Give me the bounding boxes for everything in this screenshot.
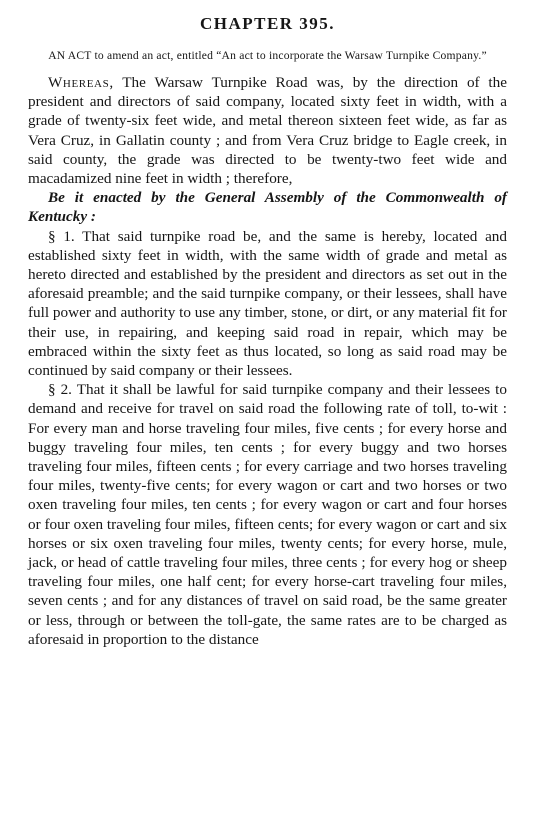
chapter-title: CHAPTER 395.: [199, 14, 336, 33]
section-1: § 1. That said turnpike road be, and the same is hereby, located and established sixty feet in width, with the same width of grade and metal as hereto directed and established by the president and directors as set out in the aforesaid preamble; and the said turnpike company, or their lessees, shall have full power and authority to use any timber, stone, or dirt, or any material fit for their use, in repairing, and keeping said road in repair, which may be embraced within the sixty feet as thus located, so long as said road may be continued by said company or their lessees.: [28, 227, 507, 380]
section-2: § 2. That it shall be lawful for said turnpike company and their lessees to demand and receive for travel on said road the following rate of toll, to-wit : For every man and horse traveling four miles, five cents ; for every horse and buggy traveling four miles, ten cents ; for every buggy and two horses traveling four miles, fifteen cents ; for every carriage and two horses traveling four miles, twenty-five cents; for every wagon or cart and two horses or two oxen traveling four miles, ten cents ; for every wagon or cart and four horses or four oxen traveling four miles, fifteen cents; for every wagon or cart and six horses or six oxen traveling four miles, twenty cents; for every horse, mule, jack, or head of cattle traveling four miles, three cents ; for every hog or sheep traveling four miles, one half cent; for every horse-cart traveling four miles, seven cents ; and for any distances of travel on said road, be the same greater or less, through or between the toll-gate, the same rates are to be charged as aforesaid in proportion to the distance: [28, 381, 507, 648]
enacting-clause: Be it enacted by the General Assembly of the Commonwealth of Kentucky :: [28, 189, 507, 226]
act-title: AN ACT to amend an act, entitled “An act to incorporate the Warsaw Turnpike Company.”: [48, 49, 487, 62]
preamble-paragraph: [28, 73, 507, 188]
preamble-text: The Warsaw Turnpike Road was, by the direction of the president and directors of said company, located sixty feet in width, with a grade of twenty-six feet wide, and metal thereon sixteen feet wide, as far as Vera Cruz, in Gallatin county ; and from Vera Cruz bridge to Eagle creek, in said county, the grade was directed to be twenty-two feet wide and macadamized nine feet in width ; therefore,: [28, 74, 507, 188]
preamble-lead-word: Whereas,: [48, 74, 114, 91]
